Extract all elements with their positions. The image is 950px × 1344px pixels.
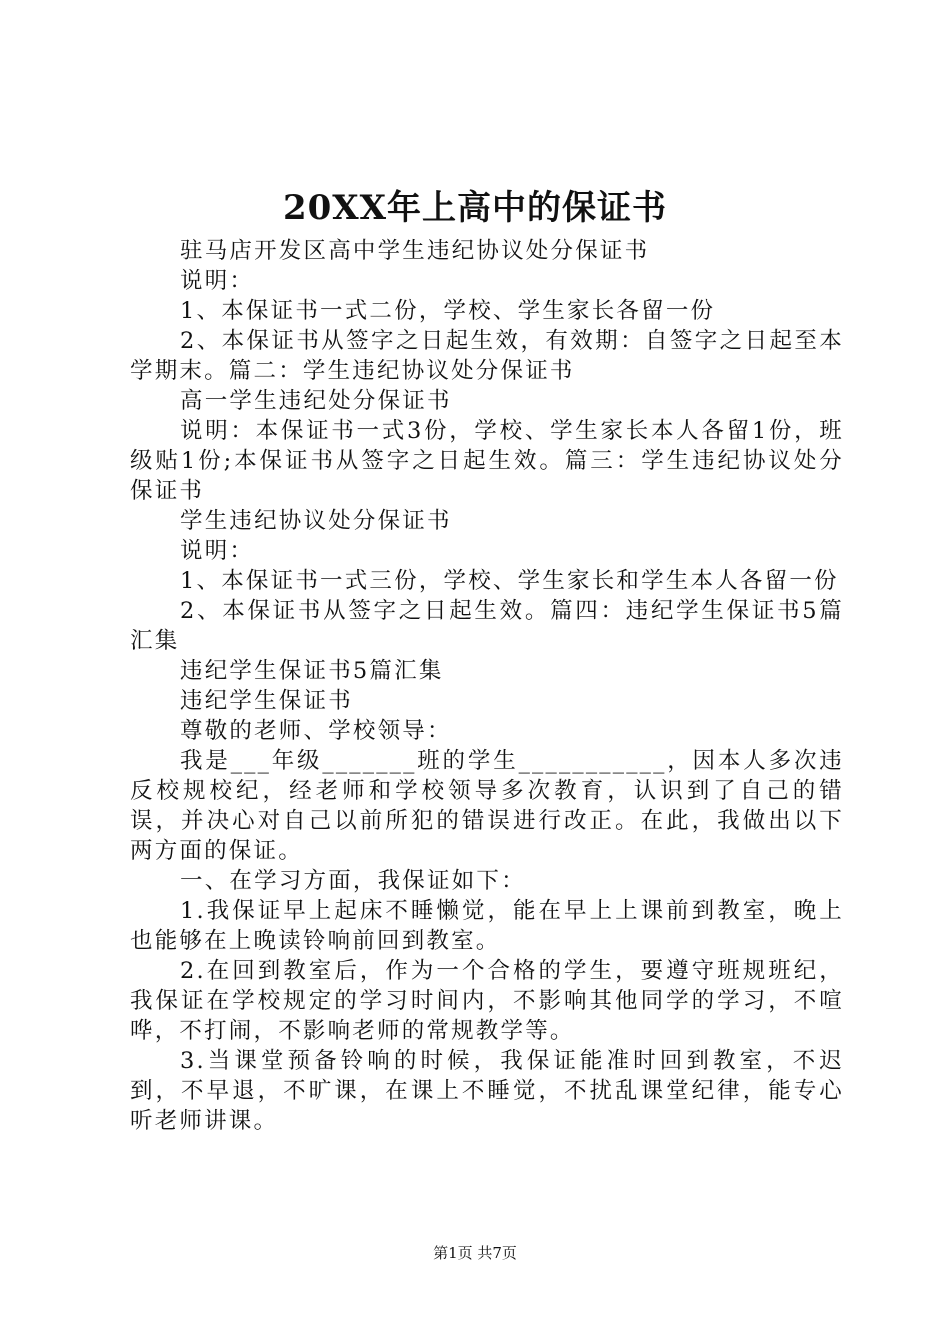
paragraph: 违纪学生保证书: [180, 688, 353, 714]
paragraph: 尊敬的老师、学校领导：: [180, 718, 452, 744]
paragraph: 驻马店开发区高中学生违纪协议处分保证书: [180, 238, 650, 264]
paragraph: 2、本保证书从签字之日起生效，有效期：自签字之日起至本学期末。篇二：学生违纪协议处分保证书: [130, 328, 844, 384]
paragraph: 3.当课堂预备铃响的时候，我保证能准时回到教室，不迟到，不早退，不旷课，在课上不睡觉，不扰乱课堂纪律，能专心听老师讲课。: [130, 1048, 844, 1134]
paragraph: 2、本保证书从签字之日起生效。篇四：违纪学生保证书5篇汇集: [130, 598, 844, 654]
paragraph: 1.我保证早上起床不睡懒觉，能在早上上课前到教室，晚上也能够在上晚读铃响前回到教室。: [130, 898, 844, 954]
paragraph: 学生违纪协议处分保证书: [180, 508, 452, 534]
paragraph: 我是___年级_______班的学生___________，因本人多次违反校规校纪，经老师和学校领导多次教育，认识到了自己的错误，并决心对自己以前所犯的错误进行改正。在此，我做出以下两方面的保证。: [130, 748, 844, 864]
paragraph: 说明：: [180, 538, 255, 564]
paragraph: 说明：本保证书一式3份，学校、学生家长本人各留1份，班级贴1份;本保证书从签字之日起生效。篇三：学生违纪协议处分保证书: [130, 418, 844, 504]
document-body: [130, 236, 844, 1136]
paragraph: 高一学生违纪处分保证书: [180, 388, 452, 414]
paragraph: 说明：: [180, 268, 255, 294]
paragraph: 1、本保证书一式三份，学校、学生家长和学生本人各留一份: [180, 568, 839, 594]
paragraph: 一、在学习方面，我保证如下：: [180, 868, 526, 894]
paragraph: 违纪学生保证书5篇汇集: [180, 658, 444, 684]
paragraph: 2.在回到教室后，作为一个合格的学生，要遵守班规班纪，我保证在学校规定的学习时间内，不影响其他同学的学习，不喧哗，不打闹，不影响老师的常规教学等。: [130, 958, 844, 1044]
paragraph: 1、本保证书一式二份，学校、学生家长各留一份: [180, 298, 716, 324]
page-footer: 第1页 共7页: [433, 1244, 517, 1262]
document-title: 20XX年上高中的保证书: [282, 188, 668, 228]
